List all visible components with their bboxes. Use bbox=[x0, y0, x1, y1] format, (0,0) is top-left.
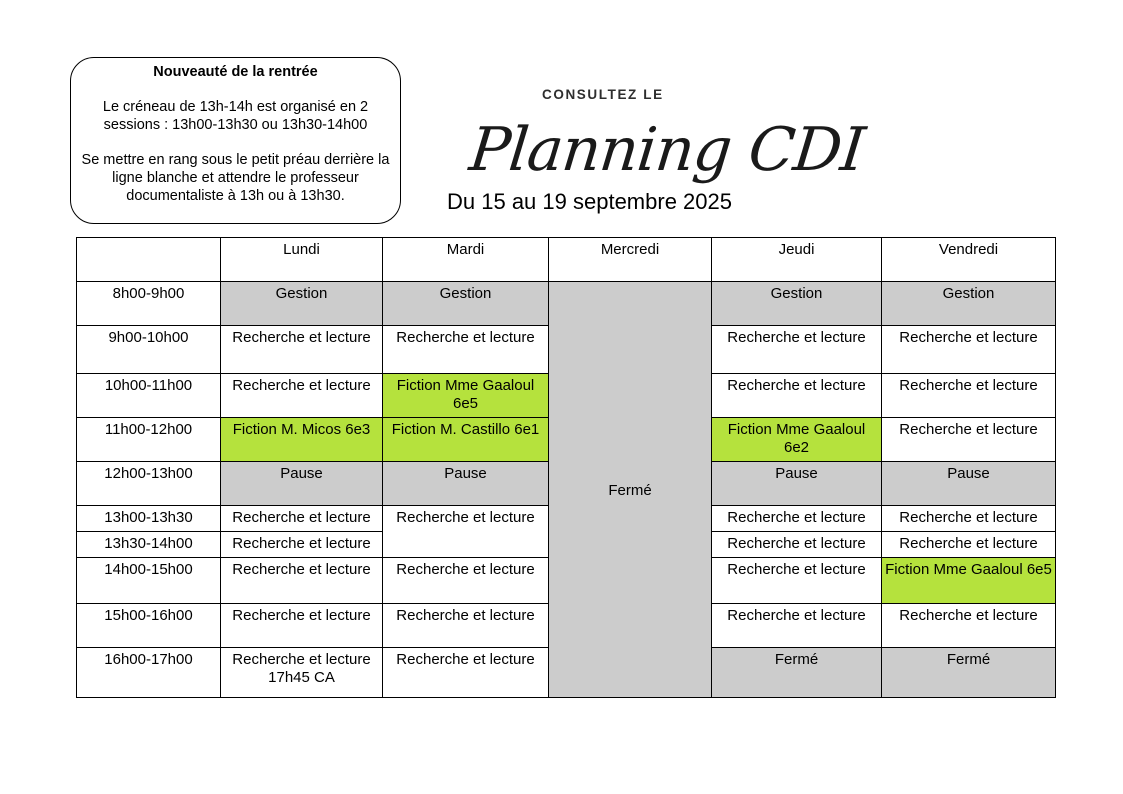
slot-jeudi: Recherche et lecture bbox=[712, 604, 882, 648]
slot-mardi: Fiction Mme Gaaloul 6e5 bbox=[383, 374, 549, 418]
slot-mardi: Recherche et lecture bbox=[383, 604, 549, 648]
slot-vendredi: Recherche et lecture bbox=[882, 532, 1056, 558]
slot-vendredi: Fermé bbox=[882, 648, 1056, 698]
slot-vendredi: Recherche et lecture bbox=[882, 604, 1056, 648]
time-cell: 12h00-13h00 bbox=[77, 462, 221, 506]
slot-vendredi: Recherche et lecture bbox=[882, 326, 1056, 374]
time-cell: 8h00-9h00 bbox=[77, 282, 221, 326]
corner-cell bbox=[77, 238, 221, 282]
slot-jeudi: Recherche et lecture bbox=[712, 532, 882, 558]
time-cell: 13h00-13h30 bbox=[77, 506, 221, 532]
slot-mardi: Recherche et lecture bbox=[383, 648, 549, 698]
day-header-mercredi: Mercredi bbox=[549, 238, 712, 282]
slot-jeudi: Recherche et lecture bbox=[712, 558, 882, 604]
time-cell: 11h00-12h00 bbox=[77, 418, 221, 462]
slot-mardi: Recherche et lecture bbox=[383, 506, 549, 558]
slot-jeudi: Gestion bbox=[712, 282, 882, 326]
slot-vendredi: Fiction Mme Gaaloul 6e5 bbox=[882, 558, 1056, 604]
slot-vendredi: Recherche et lecture bbox=[882, 374, 1056, 418]
day-header-lundi: Lundi bbox=[221, 238, 383, 282]
day-header-jeudi: Jeudi bbox=[712, 238, 882, 282]
time-cell: 15h00-16h00 bbox=[77, 604, 221, 648]
slot-jeudi: Recherche et lecture bbox=[712, 326, 882, 374]
notice-title: Nouveauté de la rentrée bbox=[153, 64, 318, 80]
slot-mardi: Pause bbox=[383, 462, 549, 506]
time-cell: 14h00-15h00 bbox=[77, 558, 221, 604]
slot-mardi: Fiction M. Castillo 6e1 bbox=[383, 418, 549, 462]
slot-vendredi: Pause bbox=[882, 462, 1056, 506]
slot-vendredi: Recherche et lecture bbox=[882, 418, 1056, 462]
slot-lundi: Pause bbox=[221, 462, 383, 506]
slot-vendredi: Recherche et lecture bbox=[882, 506, 1056, 532]
slot-vendredi: Gestion bbox=[882, 282, 1056, 326]
notice-paragraph-1: Le créneau de 13h-14h est organisé en 2 sessions : 13h00-13h30 ou 13h30-14h00 bbox=[102, 99, 369, 133]
slot-lundi: Recherche et lecture bbox=[221, 604, 383, 648]
slot-lundi: Recherche et lecture bbox=[221, 558, 383, 604]
slot-lundi: Recherche et lecture 17h45 CA bbox=[221, 648, 383, 698]
slot-jeudi: Recherche et lecture bbox=[712, 374, 882, 418]
slot-mardi: Gestion bbox=[383, 282, 549, 326]
slot-jeudi: Pause bbox=[712, 462, 882, 506]
page-title: Planning CDI bbox=[466, 115, 868, 185]
slot-jeudi: Recherche et lecture bbox=[712, 506, 882, 532]
table-row bbox=[77, 282, 1056, 326]
slot-lundi: Recherche et lecture bbox=[221, 506, 383, 532]
slot-mardi: Recherche et lecture bbox=[383, 326, 549, 374]
slot-lundi: Gestion bbox=[221, 282, 383, 326]
slot-mardi: Recherche et lecture bbox=[383, 558, 549, 604]
notice-box bbox=[70, 57, 401, 224]
slot-jeudi: Fiction Mme Gaaloul 6e2 bbox=[712, 418, 882, 462]
time-cell: 9h00-10h00 bbox=[77, 326, 221, 374]
consult-label: CONSULTEZ LE bbox=[542, 87, 664, 102]
slot-lundi: Recherche et lecture bbox=[221, 326, 383, 374]
time-cell: 13h30-14h00 bbox=[77, 532, 221, 558]
day-header-mardi: Mardi bbox=[383, 238, 549, 282]
time-cell: 10h00-11h00 bbox=[77, 374, 221, 418]
time-cell: 16h00-17h00 bbox=[77, 648, 221, 698]
day-header-vendredi: Vendredi bbox=[882, 238, 1056, 282]
date-range: Du 15 au 19 septembre 2025 bbox=[447, 189, 732, 214]
header-row bbox=[77, 238, 1056, 282]
slot-jeudi: Fermé bbox=[712, 648, 882, 698]
notice-paragraph-2: Se mettre en rang sous le petit préau derrière la ligne blanche et attendre le professeur documentaliste à 13h ou à 13h30. bbox=[81, 152, 390, 204]
slot-lundi: Fiction M. Micos 6e3 bbox=[221, 418, 383, 462]
slot-lundi: Recherche et lecture bbox=[221, 374, 383, 418]
wednesday-closed: Fermé bbox=[549, 282, 712, 698]
slot-lundi: Recherche et lecture bbox=[221, 532, 383, 558]
schedule-table bbox=[76, 237, 1056, 698]
